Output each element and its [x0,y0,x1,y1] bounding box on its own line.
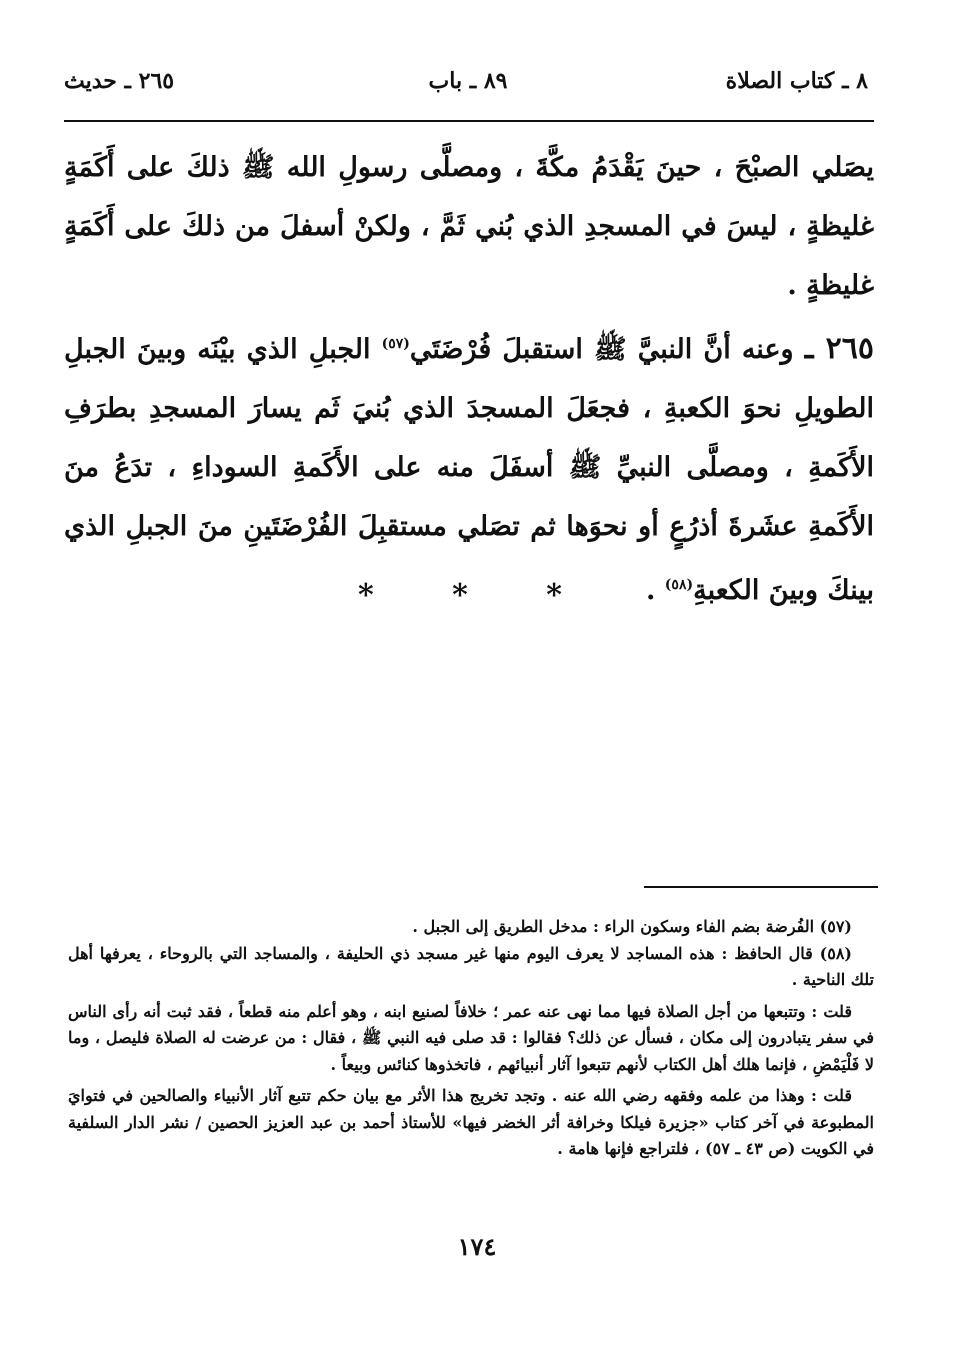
footnote-58: (٥٨) قال الحافظ : هذه المساجد لا يعرف اليوم منها غير مسجد ذي الحليفة ، والمساجد التي بالروحاء ، يعرفها أهل تلك الناحية . [68,943,874,989]
section-title: ٨٩ ـ باب [428,68,508,94]
page-number: ١٧٤ [457,1232,497,1261]
footnote-57: (٥٧) الفُرضة بضم الفاء وسكون الراء : مدخل الطريق إلى الجبل . [412,917,852,936]
hadith-text-rest: الجبلِ الذي بيْنَه وبينَ الجبلِ الطويلِ نحوَ الكعبةِ ، فجعَلَ المسجدَ الذي بُنيَ ثَم يسارَ المسجدِ بطرَفِ الأَكَمةِ ، ومصلَّى النبيِّ ﷺ أسفَلَ منه على الأَكَمةِ السوداءِ ، تدَعُ منَ الأَكَمةِ عشَرةَ أذرُعٍ أو نحوَها ثم تصَلي مستقبِلَ الفُرْضَتَينِ منَ الجبلِ الذي بينكَ وبينَ الكعبةِ [64,334,874,606]
main-text [64,138,874,620]
paragraph-continuation: يصَلي الصبْحَ ، حينَ يَقْدَمُ مكَّةَ ، ومصلَّى رسولِ الله ﷺ ذلكَ على أَكَمَةٍ غليظةٍ ، ليسَ في المسجدِ الذي بُني ثَمَّ ، ولكنْ أسفلَ من ذلكَ على أَكَمَةٍ غليظةٍ . [64,152,874,301]
hadith-text-end: . [645,575,665,606]
footnote-comment-1: قلت : وتتبعها من أجل الصلاة فيها مما نهى عنه عمر ؛ خلافاً لصنيع ابنه ، وهو أعلم منه قطعاً ، فقد ثبت أنه رأى الناس في سفر يتبادرون إلى مكان ، فسأل عن ذلك؟ فقالوا : قد صلى فيه النبي ﷺ ، فقال : من عرضت له الصلاة فليصل ، وما لا فَلْيَمْضِ ، فإنما هلك أهل الكتاب لأنهم تتبعوا آثار أنبيائهم ، فاتخذوها كنائس وبيعاً . [68,1001,875,1074]
header-divider [64,120,874,122]
hadith-text-start: وعنه أنَّ النبيَّ ﷺ استقبلَ فُرْضَتَي [409,334,794,365]
footnote-divider [644,886,878,888]
section-separator: * * * [358,578,596,613]
footnotes [68,914,874,1163]
hadith-number-header: ٢٦٥ ـ حديث [64,68,175,94]
footnote-ref-57[interactable]: (٥٧) [381,336,410,352]
footnote-ref-58[interactable]: (٥٨) [664,577,694,593]
paragraph-hadith-265 [64,315,874,620]
hadith-number: ٢٦٥ ـ [804,331,874,366]
running-header [62,64,874,104]
chapter-title: ٨ ـ كتاب الصلاة [725,68,868,94]
footnote-comment-2: قلت : وهذا من علمه وفقهه رضي الله عنه . وتجد تخريج هذا الأثر مع بيان حكم تتبع آثار الأنبياء والصالحين في فتوايَ المطبوعة في آخر كتاب «جزيرة فيلكا وخرافة أثر الخضر فيها» للأستاذ أحمد بن عبد العزيز الحصين / نشر الدار السلفية في الكويت (ص ٤٣ ـ ٥٧) ، فلتراجع فإنها هامة . [68,1086,874,1158]
